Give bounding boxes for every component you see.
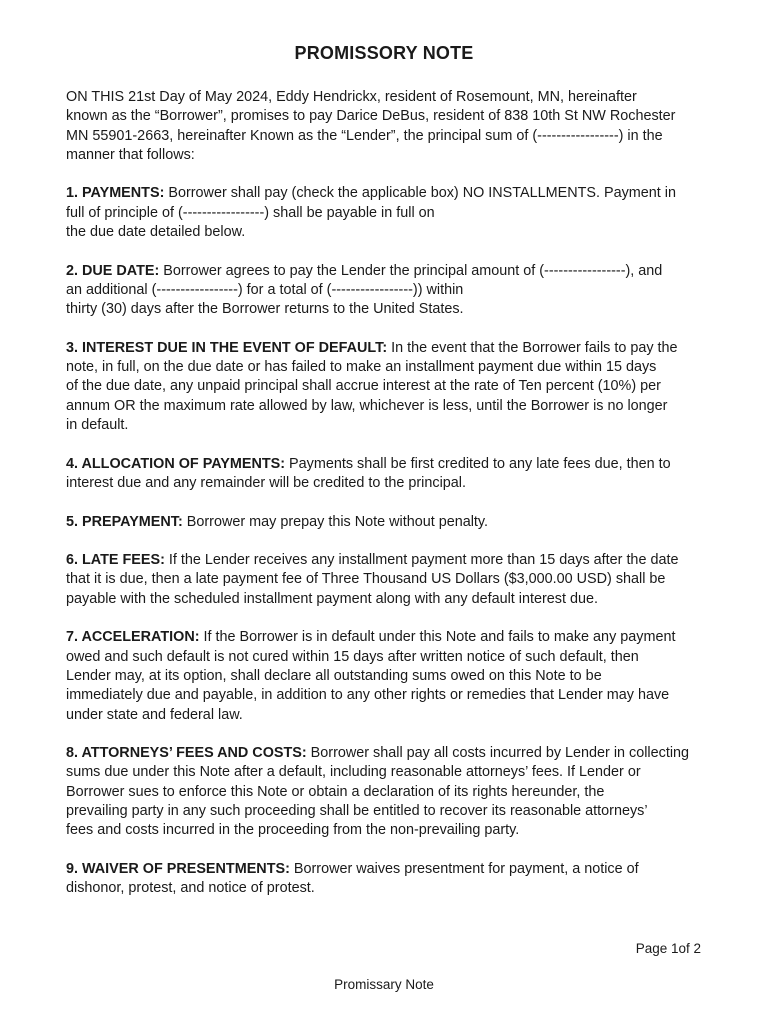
- section-waiver: [66, 860, 728, 899]
- page-number: Page 1of 2: [635, 941, 701, 956]
- section-line: sums due under this Note after a default, including reasonable attorneys’ fees. If Lender or: [66, 764, 641, 781]
- section-line: Borrower agrees to pay the Lender the principal amount of (-----------------), and: [159, 262, 663, 279]
- section-line: of the due date, any unpaid principal shall accrue interest at the rate of Ten percent (10%) per: [66, 378, 661, 395]
- section-line: dishonor, protest, and notice of protest.: [66, 880, 315, 897]
- section-due-date: [66, 262, 728, 320]
- section-line: Payments shall be first credited to any late fees due, then to: [285, 455, 671, 472]
- section-heading: 8. ATTORNEYS’ FEES AND COSTS:: [66, 745, 307, 762]
- section-heading: 6. LATE FEES:: [66, 552, 165, 569]
- section-interest-default: [66, 339, 728, 435]
- section-heading: 4. ALLOCATION OF PAYMENTS:: [66, 455, 286, 472]
- section-line: owed and such default is not cured within 15 days after written notice of such default, then: [66, 648, 639, 665]
- section-line: Borrower may prepay this Note without penalty.: [182, 513, 489, 530]
- section-line: that it is due, then a late payment fee of Three Thousand US Dollars ($3,000.00 USD) shall be: [66, 571, 666, 588]
- section-line: full of principle of (-----------------) shall be payable in full on: [66, 204, 435, 221]
- section-line: Borrower shall pay all costs incurred by Lender in collecting: [306, 745, 690, 762]
- section-payments: [66, 184, 728, 242]
- intro-line: known as the “Borrower”, promises to pay Darice DeBus, resident of 838 10th St NW Rochester: [66, 108, 676, 125]
- intro-line: ON THIS 21st Day of May 2024, Eddy Hendrickx, resident of Rosemount, MN, hereinafter: [66, 89, 637, 105]
- intro-line: manner that follows:: [66, 146, 195, 163]
- section-line: If the Borrower is in default under this Note and fails to make any payment: [199, 629, 676, 646]
- section-heading: 2. DUE DATE:: [66, 262, 160, 279]
- section-line: Lender may, at its option, shall declare all outstanding sums owed on this Note to be: [66, 667, 602, 684]
- document-title: PROMISSORY NOTE: [294, 43, 474, 63]
- section-line: In the event that the Borrower fails to pay the: [387, 339, 678, 356]
- section-late-fees: [66, 551, 728, 609]
- section-acceleration: [66, 628, 728, 724]
- section-line: prevailing party in any such proceeding shall be entitled to recover its reasonable attorneys’: [66, 802, 648, 819]
- section-line: an additional (-----------------) for a total of (-----------------)) within: [66, 281, 464, 298]
- section-line: interest due and any remainder will be credited to the principal.: [66, 474, 466, 491]
- section-line: annum OR the maximum rate allowed by law, whichever is less, until the Borrower is no longer: [66, 397, 668, 414]
- section-prepayment: [66, 513, 728, 532]
- section-allocation: [66, 455, 728, 494]
- intro-line: MN 55901-2663, hereinafter Known as the “Lender”, the principal sum of (-----------------) in the: [66, 127, 663, 144]
- page-footer: Promissary Note: [334, 977, 434, 992]
- section-line: immediately due and payable, in addition to any other rights or remedies that Lender may have: [66, 687, 670, 704]
- section-heading: 5. PREPAYMENT:: [66, 513, 183, 530]
- section-line: the due date detailed below.: [66, 224, 246, 241]
- section-heading: 1. PAYMENTS:: [66, 185, 165, 202]
- section-line: Borrower waives presentment for payment, a notice of: [289, 860, 639, 877]
- section-heading: 9. WAIVER OF PRESENTMENTS:: [66, 860, 290, 877]
- section-line: payable with the scheduled installment payment along with any default interest due.: [66, 590, 598, 607]
- section-line: in default.: [66, 417, 129, 434]
- section-line: Borrower shall pay (check the applicable box) NO INSTALLMENTS. Payment in: [164, 185, 676, 202]
- document-body: [66, 88, 728, 918]
- section-attorneys-fees: [66, 744, 728, 840]
- section-line: Borrower sues to enforce this Note or obtain a declaration of its rights hereunder, the: [66, 783, 605, 800]
- section-line: fees and costs incurred in the proceeding from the non-prevailing party.: [66, 822, 520, 839]
- section-line: note, in full, on the due date or has failed to make an installment payment due within 15 days: [66, 359, 657, 376]
- intro-paragraph: [66, 88, 728, 165]
- section-heading: 3. INTEREST DUE IN THE EVENT OF DEFAULT:: [66, 339, 388, 356]
- section-heading: 7. ACCELERATION:: [66, 629, 200, 646]
- section-line: If the Lender receives any installment payment more than 15 days after the date: [164, 552, 679, 569]
- section-line: thirty (30) days after the Borrower returns to the United States.: [66, 301, 464, 318]
- section-line: under state and federal law.: [66, 706, 243, 723]
